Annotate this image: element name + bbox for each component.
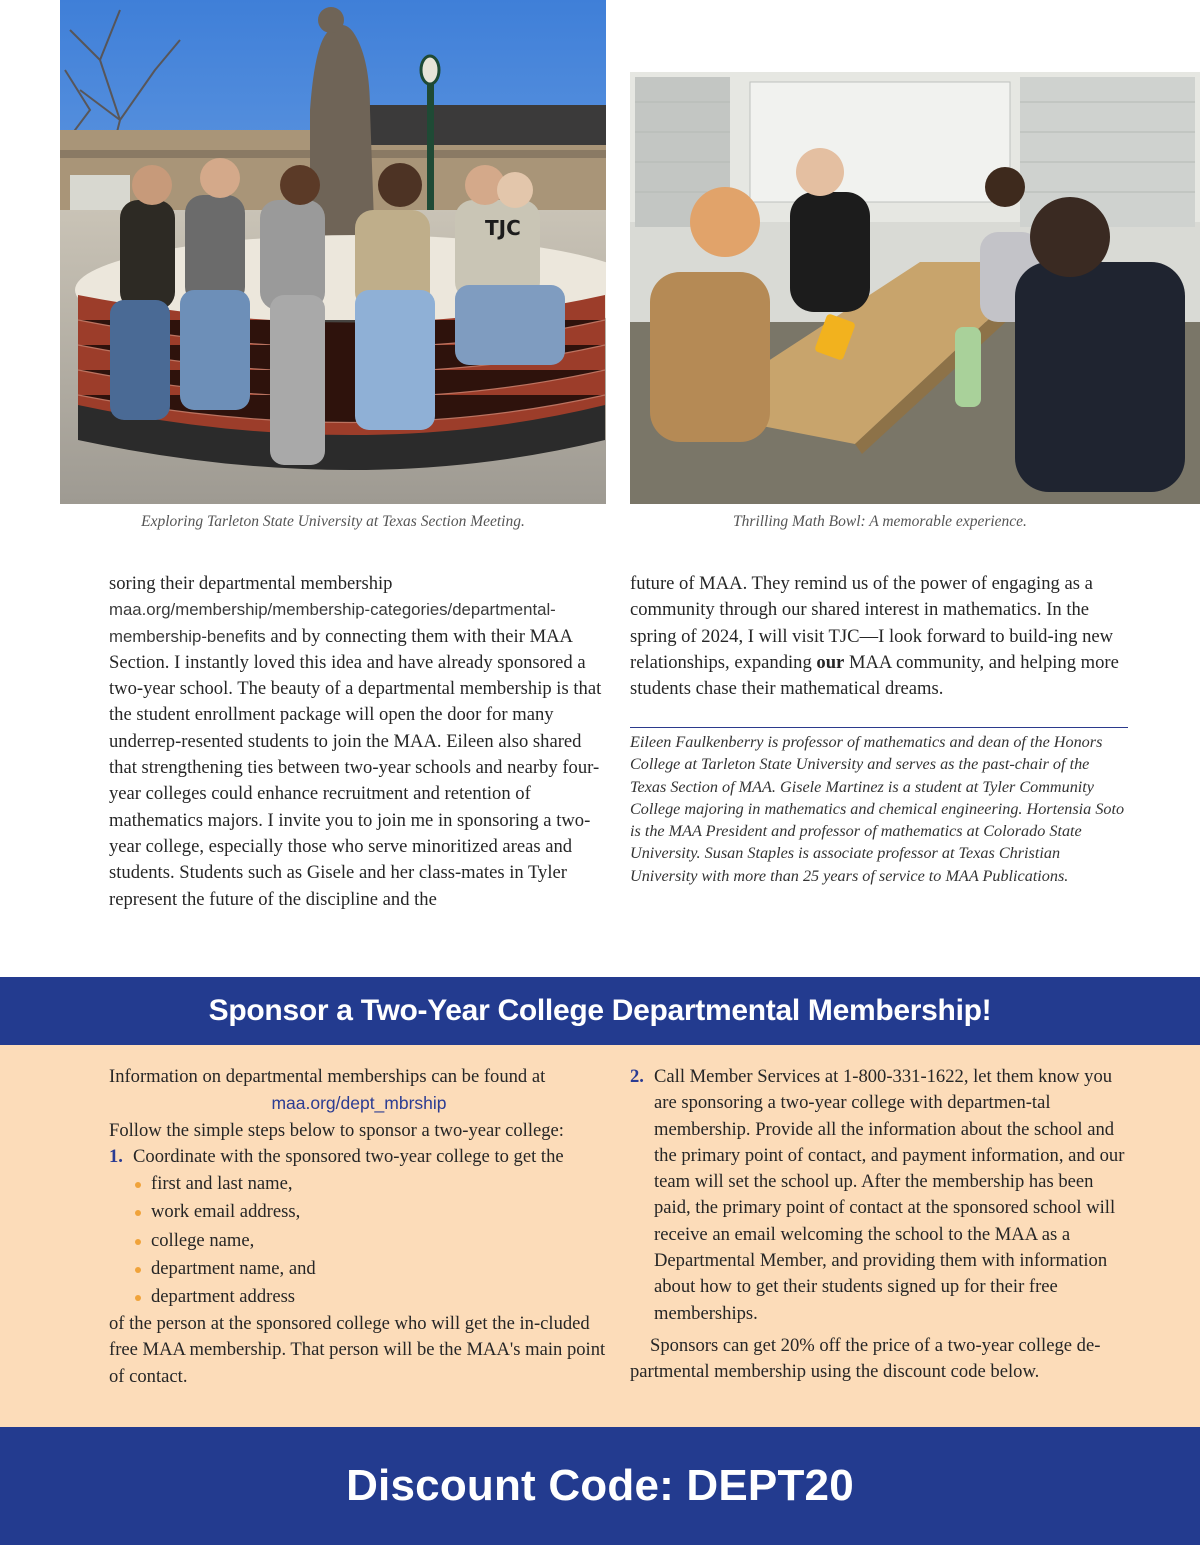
list-item-text: work email address, (151, 1201, 301, 1223)
discount-note: Sponsors can get 20% off the price of a two-year college de-partmental membership using the discount code below. (630, 1334, 1101, 1383)
step-1-number: 1. (109, 1145, 123, 1167)
bullet-dot-icon (135, 1295, 141, 1301)
list-item-text: department name, and (151, 1257, 316, 1279)
article-paragraph (630, 571, 1130, 702)
author-bio: Eileen Faulkenberry is professor of mathematics and dean of the Honors College at Tarleton State University and serves as the past-chair of the Texas Section of MAA. Gisele Martinez is a student at Tyler Community College majoring in mathematics and chemical engineering. Hortensia Soto is the MAA President and professor of mathematics at Colorado State University. Susan Staples is associate professor at Texas Christian University with more than 25 years of service to MAA Publications. (630, 733, 1125, 885)
list-item (133, 1198, 609, 1226)
photo-caption-tarleton: Exploring Tarleton State University at Texas Section Meeting. (141, 513, 525, 530)
shirt-text: TJC (485, 216, 521, 240)
list-item (133, 1170, 609, 1198)
bio-divider (630, 727, 1128, 728)
membership-benefits-link[interactable]: maa.org/membership/membership-categories/departmental-membership-benefits (109, 600, 556, 646)
sponsor-follow-steps: Follow the simple steps below to sponsor a two-year college: (109, 1119, 564, 1141)
list-item (133, 1255, 609, 1283)
discount-banner (0, 1427, 1200, 1545)
contact-details-list (109, 1170, 609, 1311)
photo-math-bowl-image (630, 72, 1200, 504)
photo-tarleton-statue-group (60, 0, 606, 504)
sponsor-column-right (630, 1064, 1128, 1386)
step-1-after: of the person at the sponsored college who will get the in-cluded free MAA membership. That person will be the MAA's main point of contact. (109, 1313, 606, 1387)
step-1-text: Coordinate with the sponsored two-year college to get the (133, 1145, 564, 1167)
step-1 (109, 1144, 609, 1170)
list-item-text: first and last name, (151, 1173, 293, 1195)
article-text: MAA community, and helping more students chase their mathematical dreams. (630, 651, 1119, 700)
article-emphasis: our (816, 651, 845, 673)
list-item (133, 1227, 609, 1255)
sponsor-intro: Information on departmental memberships can be found at (109, 1066, 546, 1087)
article-text: future of MAA. They remind us of the power of engaging as a community through our shared interest in mathematics. In the spring of 2024, I will visit TJC—I look forward to build-ing new relationships, expanding (630, 573, 1114, 673)
sponsor-column-left (109, 1064, 609, 1390)
dept-membership-link[interactable]: maa.org/dept_mbrship (271, 1093, 447, 1114)
article-paragraph (109, 571, 603, 913)
step-2 (630, 1064, 1128, 1327)
step-2-number: 2. (630, 1066, 644, 1087)
photo-tarleton-image (60, 0, 606, 504)
bullet-dot-icon (135, 1239, 141, 1245)
article-text: soring their departmental membership (109, 573, 393, 594)
discount-code: Discount Code: DEPT20 (346, 1461, 854, 1510)
list-item-text: college name, (151, 1229, 255, 1251)
article-column-left (109, 571, 603, 913)
list-item (133, 1283, 609, 1311)
bullet-dot-icon (135, 1182, 141, 1188)
sponsor-heading: Sponsor a Two-Year College Departmental Membership! (208, 994, 992, 1027)
list-item-text: department address (151, 1285, 296, 1307)
photo-caption-math-bowl: Thrilling Math Bowl: A memorable experience. (733, 513, 1027, 530)
bullet-dot-icon (135, 1210, 141, 1216)
step-2-text: Call Member Services at 1-800-331-1622, let them know you are sponsoring a two-year college with departmen-tal membership. Provide all the information about the school and the primary point of contact, and payment information, and our team will set the school up. After the membership has been paid, the primary point of contact at the sponsored school will receive an email welcoming the school to the MAA as a Departmental Member, and providing them with information about how to get their students signed up for their free memberships. (654, 1066, 1125, 1324)
article-text: and by connecting them with their MAA Section. I instantly loved this idea and have already sponsored a two-year school. The beauty of a departmental membership is that the student enrollment package will open the door for many underrep-resented students to join the MAA. Eileen also shared that strengthening ties between two-year schools and nearby four-year colleges could enhance recruitment and retention of mathematics majors. I invite you to join me in sponsoring a two-year college, especially those who serve minoritized areas and students. Students such as Gisele and her class-mates in Tyler represent the future of the discipline and the (109, 625, 602, 910)
bullet-dot-icon (135, 1267, 141, 1273)
sponsor-intro-link-line (109, 1090, 609, 1117)
photo-math-bowl (630, 72, 1200, 504)
sponsor-heading-banner (0, 977, 1200, 1045)
article-column-right (630, 571, 1130, 702)
